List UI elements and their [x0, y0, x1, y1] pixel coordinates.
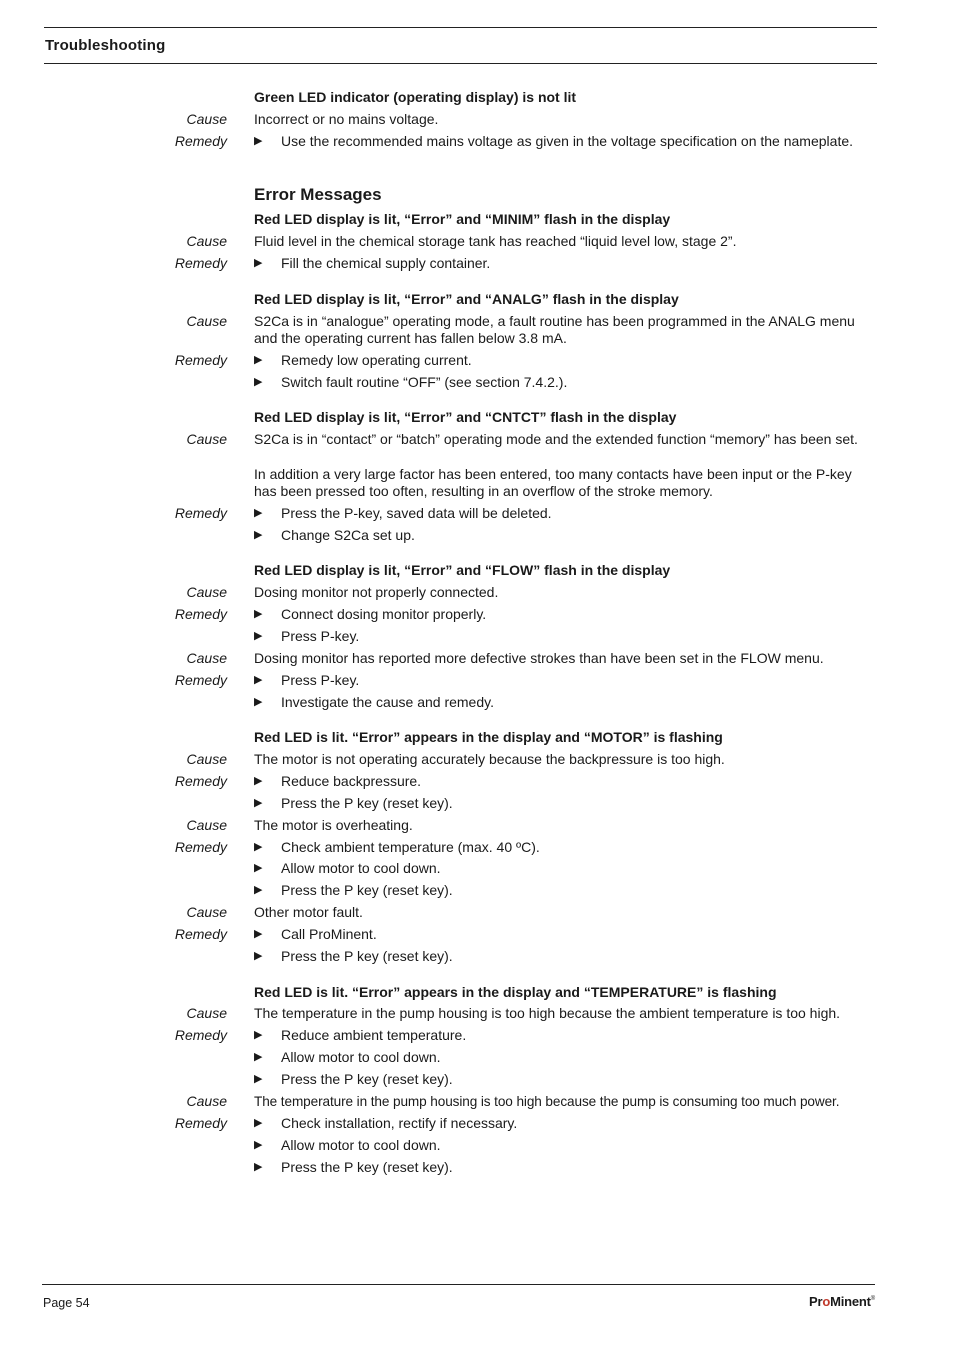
cause-text: Dosing monitor not properly connected.	[254, 584, 499, 600]
remedy-text: Check installation, rectify if necessary.	[281, 1115, 518, 1131]
remedy-text: Press the P key (reset key).	[281, 1159, 453, 1175]
bullet-arrow-icon: ▶	[254, 950, 263, 962]
remedy-item	[254, 882, 874, 899]
green-led-heading: Green LED indicator (operating display) is not lit	[254, 89, 577, 105]
remedy-text: Reduce backpressure.	[281, 773, 422, 789]
remedy-label: Remedy	[174, 1027, 227, 1043]
bullet-arrow-icon: ▶	[254, 674, 263, 686]
footer-rule	[42, 1284, 875, 1285]
cause-label: Cause	[186, 584, 227, 600]
cntct-heading: Red LED display is lit, “Error” and “CNTCT” flash in the display	[254, 409, 677, 425]
remedy-item	[254, 606, 874, 623]
remedy-item	[254, 926, 874, 943]
cause-label: Cause	[186, 1005, 227, 1021]
remedy-text: Switch fault routine “OFF” (see section 7.4.2.).	[281, 374, 568, 390]
header-rule-bottom	[44, 63, 877, 64]
header-rule-top	[44, 27, 877, 28]
cause-label: Cause	[186, 233, 227, 249]
cause-text: Dosing monitor has reported more defective strokes than have been set in the FLOW menu.	[254, 650, 824, 666]
bullet-arrow-icon: ▶	[254, 1051, 263, 1063]
bullet-arrow-icon: ▶	[254, 529, 263, 541]
remedy-item	[254, 255, 874, 272]
bullet-arrow-icon: ▶	[254, 630, 263, 642]
bullet-arrow-icon: ▶	[254, 507, 263, 519]
bullet-arrow-icon: ▶	[254, 1073, 263, 1085]
cause-label: Cause	[186, 431, 227, 447]
remedy-text: Allow motor to cool down.	[281, 1137, 441, 1153]
remedy-label: Remedy	[174, 255, 227, 271]
remedy-item	[254, 1071, 874, 1088]
cause-text: The temperature in the pump housing is too high because the pump is consuming too much power.	[254, 1094, 840, 1109]
bullet-arrow-icon: ▶	[254, 1139, 263, 1151]
cause-label: Cause	[186, 904, 227, 920]
remedy-item	[254, 948, 874, 965]
bullet-arrow-icon: ▶	[254, 841, 263, 853]
remedy-item	[254, 505, 874, 522]
bullet-arrow-icon: ▶	[254, 696, 263, 708]
remedy-text: Remedy low operating current.	[281, 352, 472, 368]
bullet-arrow-icon: ▶	[254, 928, 263, 940]
bullet-arrow-icon: ▶	[254, 354, 263, 366]
cause-label: Cause	[186, 313, 227, 329]
remedy-item	[254, 672, 874, 689]
bullet-arrow-icon: ▶	[254, 797, 263, 809]
remedy-text: Allow motor to cool down.	[281, 860, 441, 876]
remedy-text: Press P-key.	[281, 628, 360, 644]
bullet-arrow-icon: ▶	[254, 376, 263, 388]
remedy-item	[254, 795, 874, 812]
remedy-item	[254, 1115, 874, 1132]
cause-text: Incorrect or no mains voltage.	[254, 111, 439, 127]
remedy-text: Check ambient temperature (max. 40 ºC).	[281, 839, 540, 855]
remedy-label: Remedy	[174, 839, 227, 855]
logo-text-a: Pr	[808, 1294, 823, 1309]
bullet-arrow-icon: ▶	[254, 775, 263, 787]
remedy-label: Remedy	[174, 133, 227, 149]
prominent-logo	[809, 1294, 875, 1309]
remedy-item	[254, 628, 874, 645]
logo-text-o: o	[822, 1294, 831, 1309]
cause-label: Cause	[186, 111, 227, 127]
cause-text: S2Ca is in “contact” or “batch” operating mode and the extended function “memory” has been set.	[254, 431, 858, 447]
remedy-item	[254, 1049, 874, 1066]
remedy-label: Remedy	[174, 672, 227, 688]
page-number: Page 54	[43, 1296, 90, 1310]
remedy-label: Remedy	[174, 926, 227, 942]
minim-heading: Red LED display is lit, “Error” and “MINIM” flash in the display	[254, 211, 671, 227]
cause-text: Fluid level in the chemical storage tank has reached “liquid level low, stage 2”.	[254, 233, 737, 249]
remedy-item	[254, 352, 874, 369]
cause-text: The motor is not operating accurately because the backpressure is too high.	[254, 751, 725, 767]
bullet-arrow-icon: ▶	[254, 1117, 263, 1129]
remedy-text: Reduce ambient temperature.	[281, 1027, 467, 1043]
temperature-heading: Red LED is lit. “Error” appears in the display and “TEMPERATURE” is flashing	[254, 984, 777, 1000]
motor-heading: Red LED is lit. “Error” appears in the display and “MOTOR” is flashing	[254, 729, 723, 745]
remedy-item	[254, 694, 874, 711]
remedy-item	[254, 133, 874, 150]
remedy-item	[254, 1137, 874, 1154]
remedy-text: Use the recommended mains voltage as given in the voltage specification on the nameplate.	[281, 133, 854, 149]
bullet-arrow-icon: ▶	[254, 1029, 263, 1041]
remedy-label: Remedy	[174, 352, 227, 368]
bullet-arrow-icon: ▶	[254, 1161, 263, 1173]
remedy-label: Remedy	[174, 773, 227, 789]
remedy-text: Press the P key (reset key).	[281, 795, 453, 811]
remedy-text: Change S2Ca set up.	[281, 527, 415, 543]
remedy-text: Press the P key (reset key).	[281, 948, 453, 964]
remedy-item	[254, 374, 874, 391]
flow-heading: Red LED display is lit, “Error” and “FLOW” flash in the display	[254, 562, 671, 578]
bullet-arrow-icon: ▶	[254, 884, 263, 896]
remedy-label: Remedy	[174, 505, 227, 521]
remedy-text: Connect dosing monitor properly.	[281, 606, 487, 622]
bullet-arrow-icon: ▶	[254, 862, 263, 874]
analg-heading: Red LED display is lit, “Error” and “ANALG” flash in the display	[254, 291, 679, 307]
bullet-arrow-icon: ▶	[254, 608, 263, 620]
page-header-title: Troubleshooting	[45, 37, 166, 54]
remedy-text: Allow motor to cool down.	[281, 1049, 441, 1065]
remedy-label: Remedy	[174, 606, 227, 622]
remedy-item	[254, 860, 874, 877]
remedy-item	[254, 1159, 874, 1176]
cause-text: The motor is overheating.	[254, 817, 413, 833]
registered-mark: ®	[870, 1296, 875, 1302]
remedy-text: Investigate the cause and remedy.	[281, 694, 494, 710]
bullet-arrow-icon: ▶	[254, 135, 263, 147]
cause-label: Cause	[186, 1093, 227, 1109]
remedy-text: Press the P key (reset key).	[281, 1071, 453, 1087]
cause-label: Cause	[186, 650, 227, 666]
logo-text-b: Minent	[830, 1294, 871, 1309]
remedy-text: Call ProMinent.	[281, 926, 377, 942]
remedy-item	[254, 839, 874, 856]
remedy-text: Press the P key (reset key).	[281, 882, 453, 898]
cause-label: Cause	[186, 817, 227, 833]
remedy-text: Press P-key.	[281, 672, 360, 688]
cause-text: The temperature in the pump housing is too high because the ambient temperature is too high.	[254, 1005, 841, 1021]
remedy-text: Fill the chemical supply container.	[281, 255, 491, 271]
remedy-item	[254, 1027, 874, 1044]
cause-text: Other motor fault.	[254, 904, 363, 920]
bullet-arrow-icon: ▶	[254, 257, 263, 269]
remedy-label: Remedy	[174, 1115, 227, 1131]
cause-text: In addition a very large factor has been entered, too many contacts have been input or the P-key has been pressed too often, resulting in an overflow of the stroke memory.	[254, 466, 852, 499]
cause-text: S2Ca is in “analogue” operating mode, a fault routine has been programmed in the ANALG menu and the operating current has fallen below 3.8 mA.	[254, 313, 855, 346]
cause-label: Cause	[186, 751, 227, 767]
remedy-item	[254, 773, 874, 790]
remedy-text: Press the P-key, saved data will be deleted.	[281, 505, 552, 521]
section-title: Error Messages	[254, 185, 382, 204]
remedy-item	[254, 527, 874, 544]
